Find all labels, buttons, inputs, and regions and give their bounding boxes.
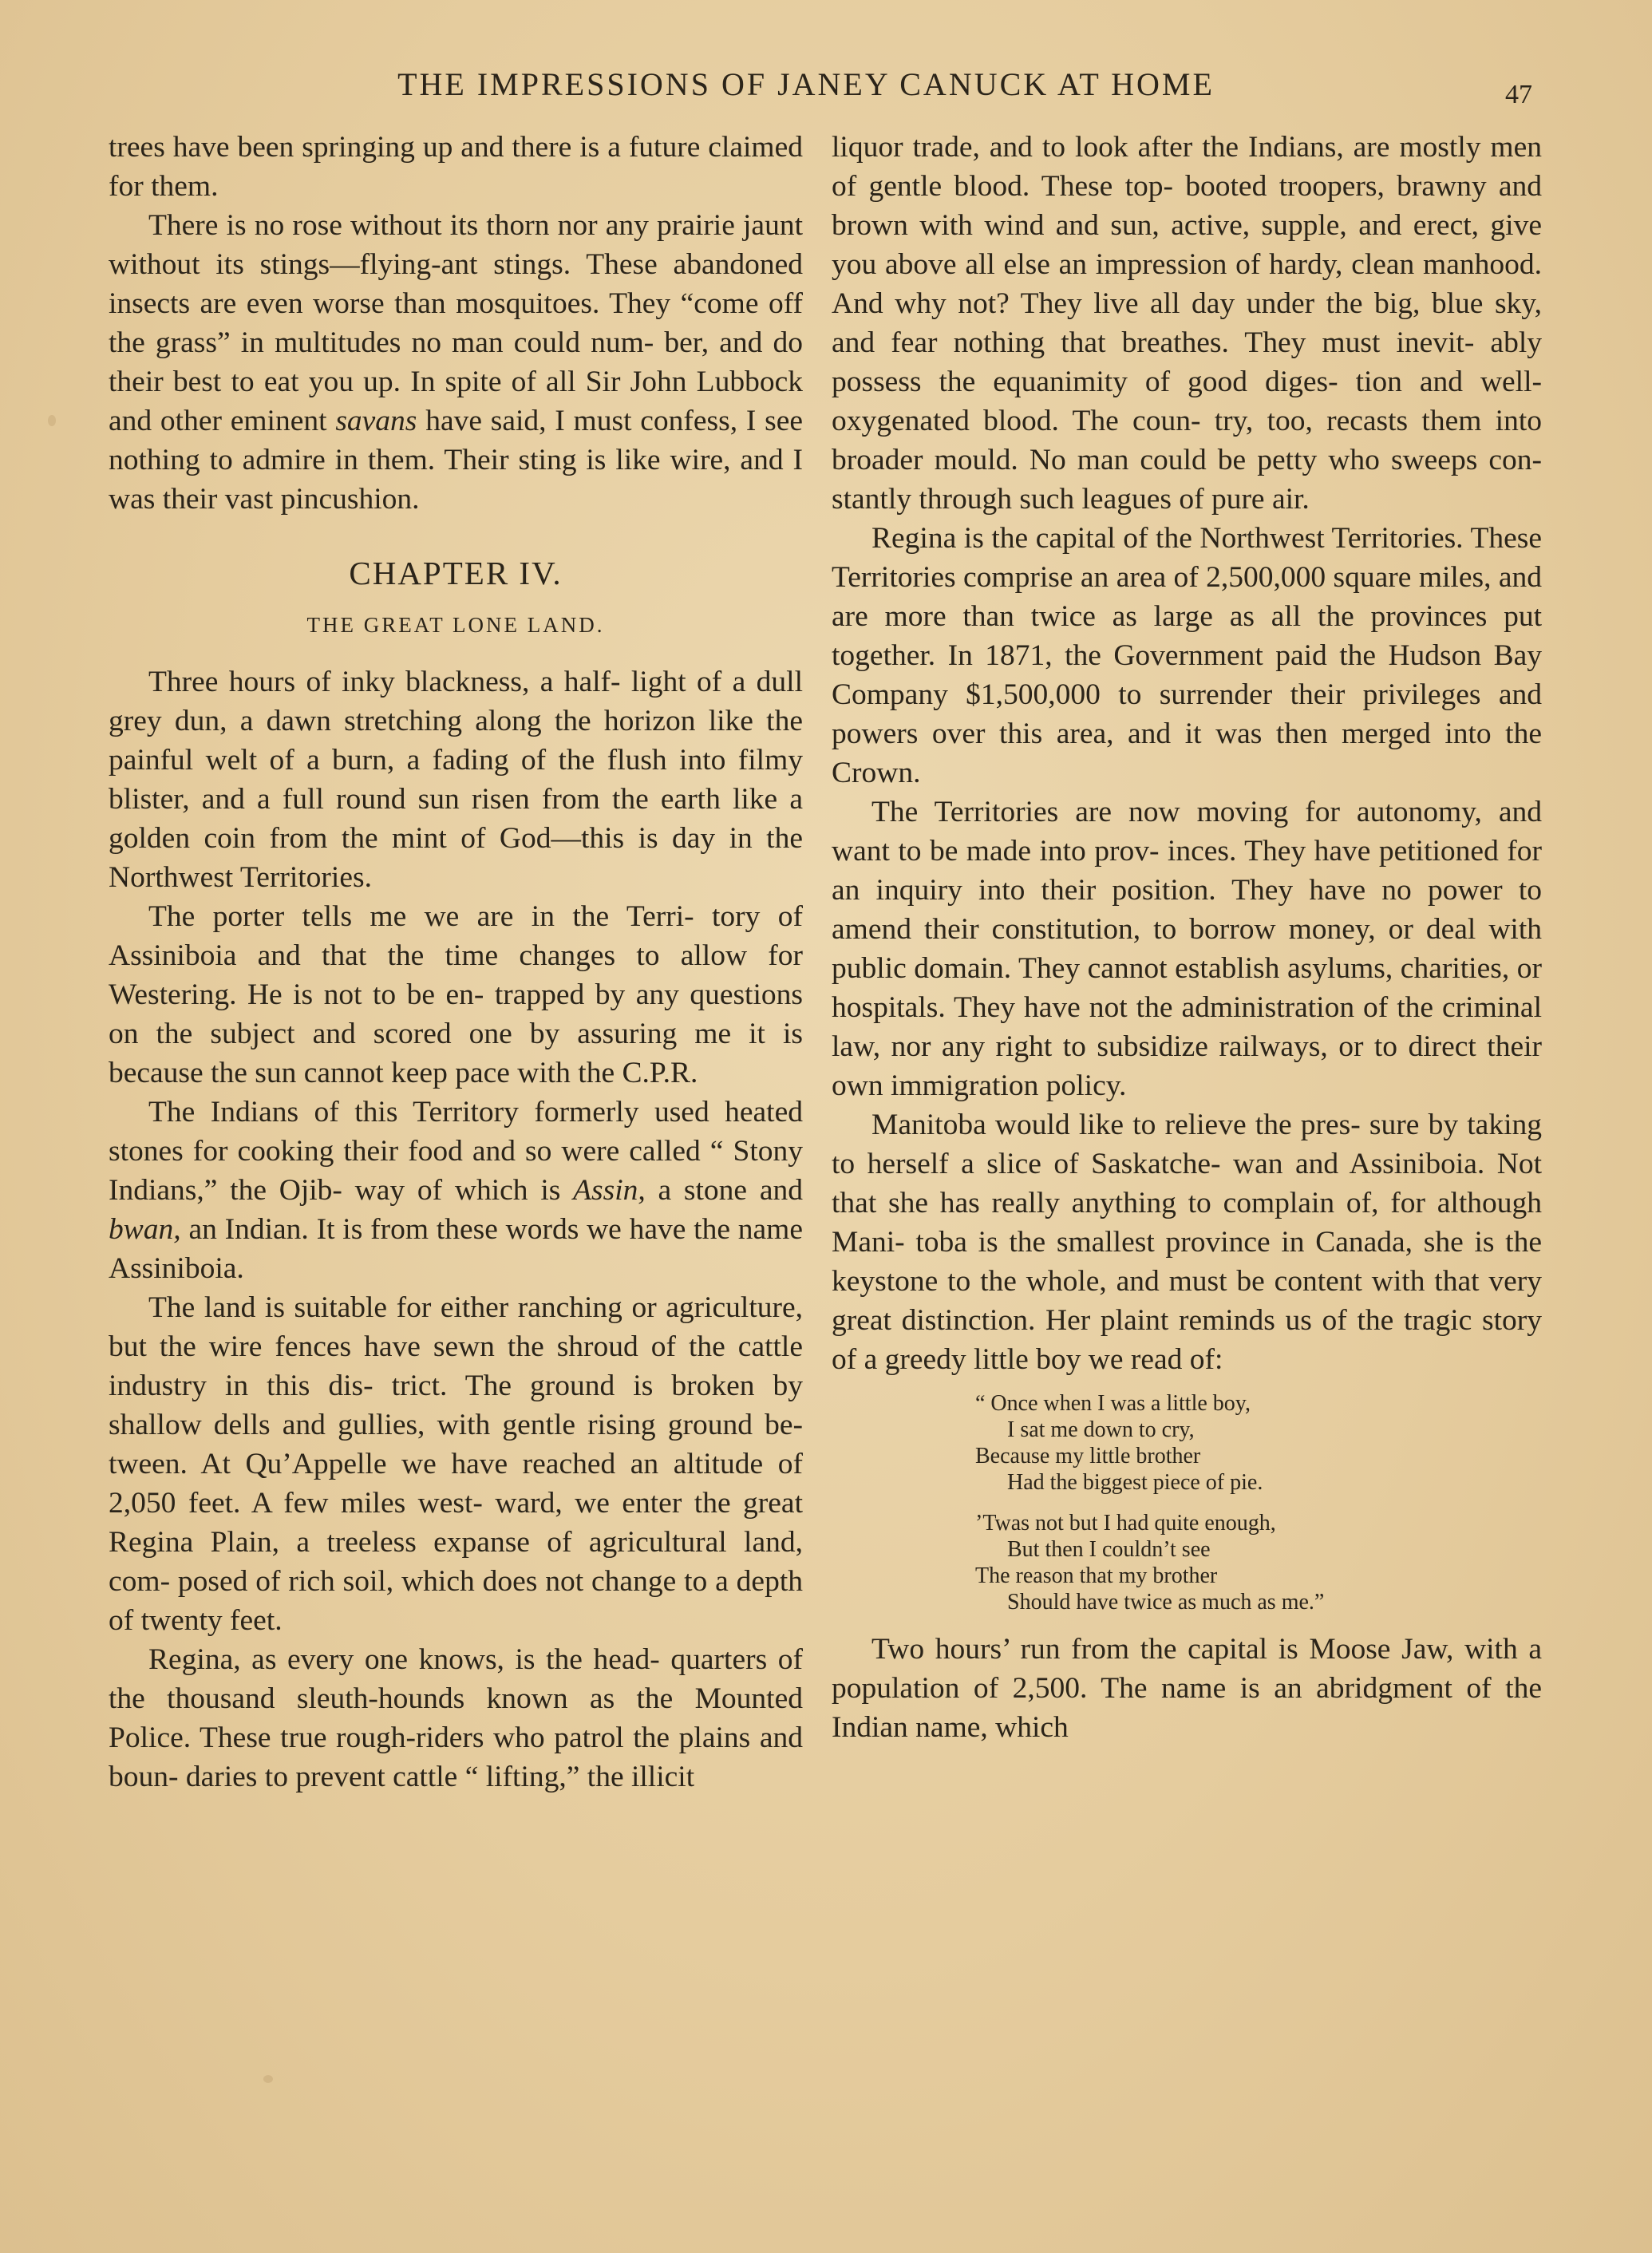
poem-line: I sat me down to cry, <box>1007 1417 1195 1442</box>
poem-stanza <box>975 1510 1542 1615</box>
paragraph: The porter tells me we are in the Terri- tory of Assiniboia and that the time changes to allow for Westering. He is not to be en- trapped by any questions on the subject and scored one by assuring me it is because the sun cannot keep pace with the C.P.R. <box>109 900 803 1089</box>
chapter-title: CHAPTER IV. <box>349 555 563 591</box>
paragraph-text: The Indians of this Territory formerly used heated stones for cooking their food and so were called “ Stony Indians,” the Ojib- way of which is <box>109 1096 803 1207</box>
paragraph: Regina is the capital of the Northwest Territories. These Territories comprise an area of 2,500,000 square miles, and are more than twice as large as all the provinces put together. In 1871, the Government paid the Hudson Bay Company $1,500,000 to surrender their privileges and powers over this area, and it was then merged into the Crown. <box>832 522 1542 789</box>
paragraph <box>109 1093 803 1288</box>
italic-word: bwan, <box>109 1213 181 1246</box>
paragraph: Manitoba would like to relieve the pres- sure by taking to herself a slice of Saskatche- wan and Assiniboia. Not that she has really anything to complain of, for although Mani- toba is the smallest province in Canada, she is the keystone to the whole, and must be content with that very great distinction. Her plaint reminds us of the tragic story of a greedy little boy we read of: <box>832 1109 1542 1376</box>
left-column <box>109 128 803 1796</box>
paragraph-text: a stone and <box>658 1174 803 1207</box>
paragraph: liquor trade, and to look after the Indians, are mostly men of gentle blood. These top- booted troopers, brawny and brown with wind and sun, active, supple, and erect, give you above all else an impression of hardy, clean manhood. And why not? They live all day under the big, blue sky, and fear nothing that breathes. They must inevit- ably possess the equanimity of good diges- tion and well-oxygenated blood. The coun- try, too, recasts them into broader mould. No man could be petty who sweeps con- stantly through such leagues of pure air. <box>832 131 1542 516</box>
poem-line: Had the biggest piece of pie. <box>1007 1470 1263 1495</box>
poem-stanza <box>975 1390 1542 1496</box>
paragraph: The Territories are now moving for autonomy, and want to be made into prov- inces. They have petitioned for an inquiry into their position. They have no power to amend their constitution, to borrow money, or deal with public domain. They cannot establish asylums, charities, or hospitals. They have not the administration of the criminal law, nor any right to subsidize railways, or to direct their own immigration policy. <box>832 796 1542 1102</box>
paragraph-text: have said, I must confess, I see nothing to admire in them. Their sting is like wire, and I was their vast pincushion. <box>109 405 804 516</box>
paragraph-text: an Indian. It is from these words we have the name Assiniboia. <box>109 1213 803 1285</box>
paragraph: The land is suitable for either ranching or agriculture, but the wire fences have sewn the shroud of the cattle industry in this dis- trict. The ground is broken by shallow dells and gullies, with gentle rising ground be- tween. At Qu’Appelle we have reached an altitude of 2,050 feet. A few miles west- ward, we enter the great Regina Plain, a treeless expanse of agricultural land, com- posed of rich soil, which does not change to a depth of twenty feet. <box>109 1291 803 1637</box>
paragraph: Regina, as every one knows, is the head- quarters of the thousand sleuth-hounds known as the Mounted Police. These true rough-riders who patrol the plains and boun- daries to prevent cattle “ lifting,” the illicit <box>109 1643 803 1793</box>
paragraph: Three hours of inky blackness, a half- light of a dull grey dun, a dawn stretching along the horizon like the painful welt of a burn, a fading of the flush into filmy blister, and a full round sun risen from the earth like a golden coin from the mint of God—this is day in the Northwest Territories. <box>109 666 803 894</box>
chapter-subtitle: THE GREAT LONE LAND. <box>306 613 605 637</box>
paragraph-text: There is no rose without its thorn nor any prairie jaunt without its stings—flying-ant stings. These abandoned insects are even worse than mosquitoes. They “come off the grass” in multitudes no man could num- ber, and do their best to eat you up. In spite of all Sir John Lubbock and other eminent <box>109 209 803 437</box>
italic-word: savans <box>335 405 417 437</box>
page-number: 47 <box>1505 80 1532 109</box>
paragraph <box>109 206 803 519</box>
poem-line: ’Twas not but I had quite enough, <box>975 1511 1276 1536</box>
poem-line: Because my little brother <box>975 1444 1201 1468</box>
poem-line: The reason that my brother <box>975 1563 1218 1588</box>
poem-line: Should have twice as much as me.” <box>1007 1590 1325 1615</box>
poem <box>832 1390 1542 1615</box>
paper-stain <box>263 2075 273 2083</box>
poem-line: But then I couldn’t see <box>1007 1537 1211 1562</box>
paper-stain <box>48 415 56 426</box>
paragraph: trees have been springing up and there is a future claimed for them. <box>109 131 803 203</box>
poem-line: “ Once when I was a little boy, <box>975 1391 1251 1416</box>
italic-word: Assin, <box>573 1174 646 1207</box>
paragraph: Two hours’ run from the capital is Moose Jaw, with a population of 2,500. The name is an abridgment of the Indian name, which <box>832 1633 1542 1744</box>
right-column <box>832 128 1542 1747</box>
running-title: THE IMPRESSIONS OF JANEY CANUCK AT HOME <box>397 66 1215 102</box>
